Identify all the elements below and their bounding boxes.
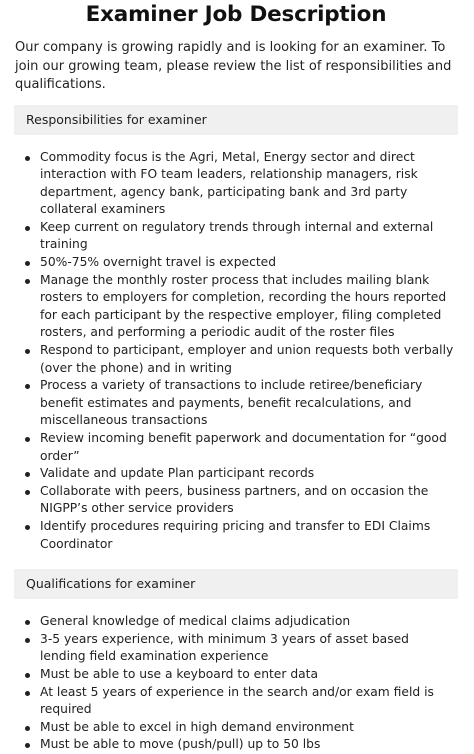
list-item: Collaborate with peers, business partners, and on occasion the NIGPP’s other service providers (40, 483, 458, 518)
list-item: Review incoming benefit paperwork and documentation for “good order” (40, 430, 458, 465)
responsibilities-heading: Responsibilities for examiner (14, 105, 458, 135)
qualifications-list (14, 613, 458, 754)
intro-paragraph: Our company is growing rapidly and is looking for an examiner. To join our growing team, please review the list of responsibilities and qualifications. (15, 40, 452, 92)
list-item: 50%-75% overnight travel is expected (40, 254, 458, 272)
list-item: Keep current on regulatory trends through internal and external training (40, 219, 458, 254)
list-item: Respond to participant, employer and union requests both verbally (over the phone) and in writing (40, 342, 458, 377)
list-item: Process a variety of transactions to include retiree/beneficiary benefit estimates and payments, benefit recalculations, and miscellaneous transactions (40, 377, 458, 430)
list-item: Must be able to use a keyboard to enter data (40, 666, 458, 684)
list-item: Must be able to move (push/pull) up to 50 lbs (40, 736, 458, 754)
list-item: Identify procedures requiring pricing and transfer to EDI Claims Coordinator (40, 518, 458, 553)
list-item: Manage the monthly roster process that includes mailing blank rosters to employers for completion, recording the hours reported for each participant by the respective employer, filing completed rosters, and performing a periodic audit of the roster files (40, 272, 458, 342)
list-item: At least 5 years of experience in the search and/or exam field is required (40, 684, 458, 719)
list-item: General knowledge of medical claims adjudication (40, 613, 458, 631)
list-item: 3-5 years experience, with minimum 3 years of asset based lending field examination experience (40, 631, 458, 666)
list-item: Validate and update Plan participant records (40, 465, 458, 483)
list-item: Commodity focus is the Agri, Metal, Energy sector and direct interaction with FO team leaders, relationship managers, risk department, agency bank, participating bank and 3rd party collateral examiners (40, 149, 458, 219)
list-item: Must be able to excel in high demand environment (40, 719, 458, 737)
qualifications-heading: Qualifications for examiner (14, 569, 458, 599)
responsibilities-list (14, 149, 458, 554)
page-title: Examiner Job Description (85, 2, 387, 27)
